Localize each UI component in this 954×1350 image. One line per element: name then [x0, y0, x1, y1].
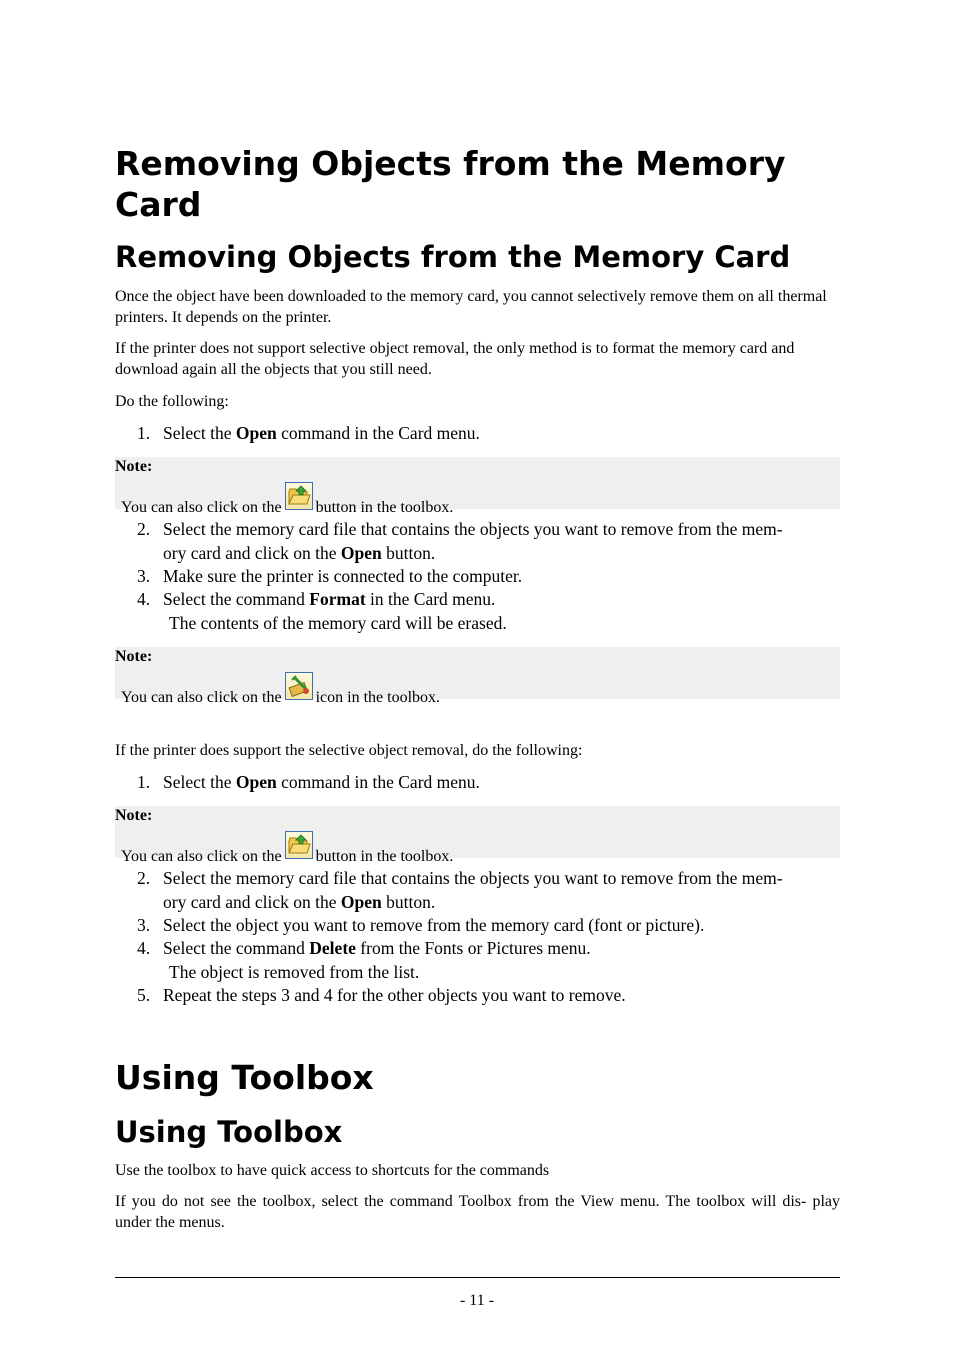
- open-folder-icon: [285, 482, 313, 510]
- list-item: 3. Select the object you want to remove from the memory card (font or picture).: [137, 915, 705, 935]
- note-box: [115, 647, 840, 706]
- list-item: 2. Select the memory card file that contains the objects you want to remove from the mem- ory card and click on the Open button.: [137, 519, 783, 563]
- list-item: 4. Select the command Format in the Card menu. The contents of the memory card will be erased.: [137, 589, 507, 633]
- footer-divider: [115, 1277, 840, 1278]
- subsection-title-using-toolbox: Using Toolbox: [115, 1115, 343, 1149]
- note-label: Note:: [115, 458, 153, 475]
- page-number: - 11 -: [459, 1292, 495, 1309]
- paragraph-intro: Once the object have been downloaded to the memory card, you cannot selectively remove them on all thermal printers. It depends on the printer.: [115, 288, 827, 326]
- open-folder-icon: [285, 831, 313, 859]
- note-label: Note:: [115, 807, 153, 824]
- section-title-removing-objects: Removing Objects from the Memory Card: [115, 144, 786, 224]
- list-item: 2. Select the memory card file that contains the objects you want to remove from the mem- ory card and click on the Open button.: [137, 868, 783, 912]
- list-item: 5. Repeat the steps 3 and 4 for the other objects you want to remove.: [137, 985, 626, 1005]
- subsection-title-removing-objects: Removing Objects from the Memory Card: [115, 240, 791, 274]
- note-text: You can also click on the button in the toolbox.: [121, 488, 453, 518]
- section-title-using-toolbox: Using Toolbox: [115, 1058, 374, 1097]
- list-item: 4. Select the command Delete from the Fonts or Pictures menu. The object is removed from the list.: [137, 938, 591, 982]
- paragraph-toolbox-view: If you do not see the toolbox, select the command Toolbox from the View menu. The toolbox will dis- play under the menus.: [115, 1193, 840, 1231]
- list-item: 1. Select the Open command in the Card menu.: [137, 772, 480, 792]
- note-box: [115, 457, 840, 516]
- note-box: [115, 806, 840, 865]
- paragraph-selective-removal: If the printer does support the selective object removal, do the following:: [115, 742, 583, 759]
- paragraph-format-method: If the printer does not support selective object removal, the only method is to format the memory card and download again all the objects that you still need.: [115, 340, 795, 378]
- list-item: 3. Make sure the printer is connected to the computer.: [137, 566, 523, 586]
- note-text: You can also click on the button in the toolbox.: [121, 837, 453, 867]
- paragraph-toolbox-usage: Use the toolbox to have quick access to shortcuts for the commands: [115, 1162, 550, 1179]
- note-text: You can also click on the icon in the toolbox.: [121, 678, 440, 708]
- format-card-icon: [285, 672, 313, 700]
- list-item: 1. Select the Open command in the Card menu.: [137, 423, 480, 443]
- note-label: Note:: [115, 648, 153, 665]
- paragraph-do-following: Do the following:: [115, 393, 229, 410]
